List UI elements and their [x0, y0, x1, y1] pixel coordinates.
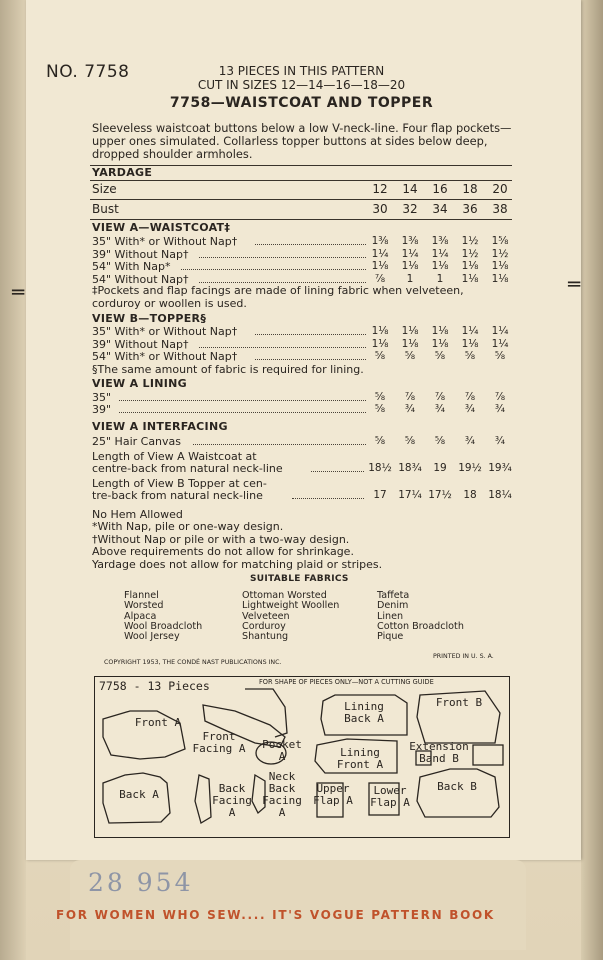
lining-row-leader [119, 400, 366, 401]
label-front-a: Front A [134, 716, 182, 729]
envelope-left-edge [0, 0, 26, 960]
vogue-banner: FOR WOMEN WHO SEW.... IT'S VOGUE PATTERN BOOK [56, 908, 495, 922]
fabric-item: Worsted [124, 600, 164, 612]
length-value: 18¾ [398, 462, 422, 474]
view-a-row-value: 1⅛ [461, 260, 479, 272]
length-value: 17¼ [398, 489, 422, 501]
lining-row-label: 39" [92, 403, 112, 416]
interfacing-row-label: 25" Hair Canvas [92, 434, 182, 448]
fold-mark-right: ═ [568, 272, 581, 296]
length-value: 18 [463, 489, 477, 501]
interfacing-heading: VIEW A INTERFACING [92, 419, 228, 433]
lining-row-value: ¾ [494, 403, 506, 415]
length-value: 18¼ [488, 489, 512, 501]
length-value: 19 [433, 462, 447, 474]
view-a-row-label: 54" With Nap* [92, 260, 171, 273]
view-a-row-value: 1⅛ [491, 260, 509, 272]
length-leader [311, 471, 364, 472]
view-b-heading: VIEW B—TOPPER§ [92, 312, 207, 325]
lining-row-value: ⅞ [434, 390, 446, 403]
size-value: 16 [432, 182, 448, 196]
view-b-row-label: 39" Without Nap† [92, 337, 189, 351]
length-value: 19¾ [488, 462, 512, 474]
view-a-row-value: 1½ [461, 235, 479, 247]
view-b-row-value: 1⅛ [401, 337, 419, 350]
view-a-row-leader [255, 244, 366, 245]
rule-top [90, 165, 512, 166]
view-a-row-leader [181, 269, 366, 270]
view-b-row-label: 54" With* or Without Nap† [92, 350, 238, 363]
fabric-item: Flannel [124, 590, 159, 601]
pattern-description: Sleeveless waistcoat buttons below a low V-neck-line. Four flap pockets—upper ones simulated. Collarless topper buttons at sides below deep, dropped shoulder armholes. [92, 121, 512, 161]
view-a-row-value: 1¼ [401, 247, 419, 260]
copyright: COPYRIGHT 1953, THE CONDÉ NAST PUBLICATIONS INC. [104, 659, 282, 666]
interfacing-row-value: ⅝ [404, 434, 416, 447]
length-value: 19½ [458, 462, 482, 474]
view-a-row-value: 1⅜ [371, 235, 389, 247]
bust-value: 30 [372, 202, 388, 216]
pattern-number: NO. 7758 [46, 62, 130, 82]
label-front-b: Front B [435, 696, 483, 709]
label-upper-flap-a: Upper Flap A [313, 782, 353, 807]
view-a-row-value: 1⅛ [371, 260, 389, 272]
size-label: Size [92, 182, 117, 196]
size-value: 12 [372, 182, 388, 196]
bust-label: Bust [92, 202, 119, 216]
view-b-row-value: ⅝ [434, 350, 446, 362]
bust-value: 36 [462, 202, 478, 216]
view-b-row-leader [199, 347, 366, 348]
lining-row-value: ⅝ [374, 390, 386, 403]
footnote: †Without Nap or pile or with a two-way design. [92, 532, 350, 546]
envelope-right-edge [581, 0, 603, 960]
view-a-row-value: 1⅛ [461, 272, 479, 285]
label-back-facing-a: Back Facing A [212, 782, 252, 819]
label-extension-band-b: Extension Band B [409, 740, 469, 765]
pieces-count: 13 PIECES IN THIS PATTERN [218, 64, 385, 78]
interfacing-row-value: ⅝ [434, 434, 446, 447]
view-a-row-value: 1⅛ [491, 272, 509, 285]
lining-heading: VIEW A LINING [92, 376, 187, 390]
view-a-row-value: 1⅛ [431, 260, 449, 272]
view-a-row-leader [199, 282, 366, 283]
view-a-row-value: 1¼ [371, 247, 389, 260]
lining-row-value: ⅞ [404, 390, 416, 403]
cut-sizes: CUT IN SIZES 12—14—16—18—20 [197, 78, 406, 92]
label-pocket-a: Pocket A [262, 738, 302, 763]
fabric-item: Shantung [242, 631, 289, 643]
label-lining-front-a: Lining Front A [336, 746, 384, 771]
lining-row-label: 35" [92, 390, 112, 404]
length-leader [292, 498, 364, 499]
view-a-row-value: 1 [406, 272, 414, 285]
view-b-row-value: ⅝ [494, 350, 506, 362]
piece-back-b [417, 769, 499, 817]
view-a-heading: VIEW A—WAISTCOAT‡ [92, 221, 231, 234]
interfacing-row-value: ¾ [494, 434, 506, 447]
guide-title: 7758 - 13 Pieces [99, 679, 210, 693]
interfacing-row-value: ⅝ [374, 434, 386, 447]
interfacing-row-leader [193, 444, 366, 445]
fabrics-heading: SUITABLE FABRICS [250, 574, 349, 584]
label-lining-back-a: Lining Back A [344, 700, 384, 725]
lining-row-value: ⅞ [494, 390, 506, 403]
view-a-row-value: 1 [436, 272, 444, 285]
view-b-row-value: 1⅛ [371, 337, 389, 350]
view-a-row-value: 1½ [491, 247, 509, 260]
handwritten-stamp: 28 954 [88, 868, 194, 897]
view-a-row-value: 1⅛ [401, 260, 419, 272]
rule-size [90, 199, 512, 200]
view-a-row-value: 1½ [461, 247, 479, 260]
fabric-item: Pique [377, 631, 404, 643]
fabric-item: Corduroy [242, 620, 286, 632]
view-b-row-value: ⅝ [374, 350, 386, 362]
lining-row-value: ¾ [464, 403, 476, 415]
view-b-row-leader [255, 334, 366, 335]
view-b-row-value: ⅝ [464, 350, 476, 362]
footnote: No Hem Allowed [92, 507, 183, 521]
fabric-item: Linen [377, 610, 404, 622]
rule-bust [90, 219, 512, 220]
label-back-b: Back B [437, 780, 477, 793]
view-a-row-value: 1⅝ [491, 235, 509, 247]
fabric-item: Denim [377, 600, 409, 612]
fabric-item: Cotton Broadcloth [377, 620, 464, 632]
lining-row-value: ⅞ [464, 390, 476, 403]
view-b-row-value: 1¼ [491, 337, 509, 350]
size-value: 20 [492, 182, 508, 196]
yardage-label: YARDAGE [92, 166, 153, 179]
fabric-item: Lightweight Woollen [242, 600, 340, 612]
fold-mark-left: ═ [12, 280, 25, 304]
view-a-row-leader [199, 257, 366, 258]
length-line1: Length of View A Waistcoat at [92, 449, 257, 463]
view-a-row-value: 1⅜ [431, 235, 449, 247]
view-a-row-value: ⅞ [374, 272, 386, 285]
footnote: Above requirements do not allow for shrinkage. [92, 545, 354, 558]
length-value: 17½ [428, 489, 452, 501]
size-value: 14 [402, 182, 418, 196]
view-b-row-value: 1¼ [491, 325, 509, 337]
view-b-row-label: 35" With* or Without Nap† [92, 325, 238, 338]
lining-row-leader [119, 412, 366, 413]
fabric-item: Ottoman Worsted [242, 590, 327, 601]
interfacing-row-value: ¾ [464, 434, 476, 447]
fabric-item: Alpaca [124, 610, 157, 622]
lining-row-value: ¾ [434, 403, 446, 415]
size-value: 18 [462, 182, 478, 196]
fabric-item: Taffeta [377, 590, 410, 601]
view-b-row-value: 1⅛ [371, 325, 389, 337]
pattern-pieces-guide [94, 676, 510, 838]
printed-in: PRINTED IN U. S. A. [433, 653, 494, 660]
view-b-row-value: 1¼ [461, 325, 479, 337]
footnote: Yardage does not allow for matching plaid or stripes. [92, 557, 383, 571]
view-b-row-value: 1⅛ [401, 325, 419, 337]
footnote: *With Nap, pile or one-way design. [92, 520, 284, 533]
view-b-note: §The same amount of fabric is required for lining. [92, 362, 364, 376]
pattern-title: 7758—WAISTCOAT AND TOPPER [169, 95, 434, 111]
bust-value: 38 [492, 202, 508, 216]
bust-value: 34 [432, 202, 448, 216]
label-back-a: Back A [119, 788, 159, 801]
rule-yardage [90, 180, 512, 181]
bust-value: 32 [402, 202, 418, 216]
view-b-row-value: ⅝ [404, 350, 416, 362]
view-a-row-value: 1⅜ [401, 235, 419, 247]
fabric-item: Velveteen [242, 610, 290, 622]
guide-note: FOR SHAPE OF PIECES ONLY—NOT A CUTTING GUIDE [259, 678, 434, 686]
lining-row-value: ⅝ [374, 403, 386, 415]
view-b-row-value: 1⅛ [461, 337, 479, 350]
view-b-row-value: 1⅛ [431, 325, 449, 337]
label-front-facing-a: Front Facing A [192, 730, 246, 755]
view-a-row-value: 1¼ [431, 247, 449, 260]
fabric-item: Wool Broadcloth [124, 620, 203, 632]
view-a-row-label: 35" With* or Without Nap† [92, 235, 238, 248]
label-lower-flap-a: Lower Flap A [370, 784, 410, 809]
length-line1: Length of View B Topper at cen- [92, 476, 267, 490]
length-line2: tre-back from natural neck-line [92, 489, 263, 502]
fabric-item: Wool Jersey [124, 631, 180, 643]
view-b-row-value: 1⅛ [431, 337, 449, 350]
piece-extension-band-b [473, 745, 503, 765]
length-value: 18½ [368, 462, 392, 474]
length-line2: centre-back from natural neck-line [92, 462, 283, 475]
view-a-note: ‡Pockets and flap facings are made of lining fabric when velveteen, corduroy or woollen is used. [92, 284, 464, 310]
view-a-row-label: 54" Without Nap† [92, 272, 189, 286]
view-a-row-label: 39" Without Nap† [92, 247, 189, 261]
lining-row-value: ¾ [404, 403, 416, 415]
piece-front-facing-a-tab [245, 689, 287, 737]
label-neck-back-facing-a: Neck Back Facing A [262, 770, 302, 819]
length-value: 17 [373, 489, 387, 501]
view-b-row-leader [255, 359, 366, 360]
